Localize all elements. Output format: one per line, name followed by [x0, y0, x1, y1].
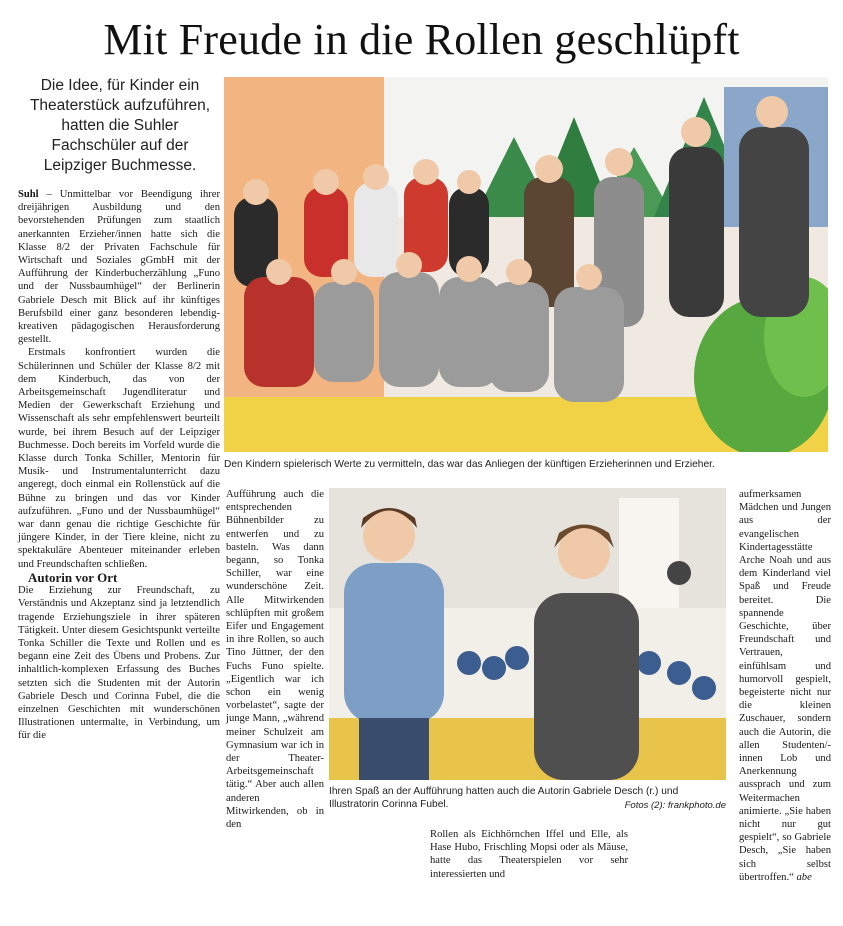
photo-author-caption: Ihren Spaß an der Aufführung hatten auch die Autorin Gabriele Desch (r.) und Illustratorin Corinna Fubel. — [329, 786, 679, 810]
paragraph-3: Die Erziehung zur Freundschaft, zu Verständnis und Akzeptanz sind ja letztendlich tragende Erziehungsziele in ihrer späteren Tätigkeit. Unter diesem Gesichtspunkt verteilte Tonka Schiller die Texte und Rollen und es begann eine Zeit des Übens und Probens. Zur inhaltlich-komplexen Erfassung des Buches setzten sich die Studenten mit der Autorin Gabriele Desch und Corinna Fubel, die die einzelnen Geschichten mit wunderschönen Illustrationen untermalte, in Verbindung, um für die — [18, 585, 220, 742]
photo-author-illustrator-image — [329, 488, 726, 780]
photo-credit: Fotos (2): frankphoto.de — [624, 800, 726, 811]
paragraph-5: Rollen als Eichhörnchen Iffel und Elle, als Hase Hubo, Frischling Mopsi oder als Mäuse, hatte das Theaterspielen vor sehr interessierten und — [430, 829, 628, 880]
photo-author-illustrator — [329, 488, 726, 780]
photo-cast-caption: Den Kindern spielerisch Werte zu vermitteln, das war das Anliegen der künftigen Erzieherinnen und Erzieher. — [224, 459, 715, 470]
article-column-2 — [226, 488, 324, 831]
paragraph-2: Erstmals konfrontiert wurden die Schülerinnen und Schüler der Klasse 8/2 mit dem Kinderbuch, das von der Arbeitsgemeinschaft Jugendliteratur und Medien der Gewerkschaft Erziehung und Wissenschaft als sehr empfehlenswert beurteilt wurde, bei ihrem Besuch auf der Leipziger Buchmesse. Doch bereits im Vorfeld wurde die Klasse durch Tonka Schiller, Mentorin für Musik- und Instrumentalunterricht dazu angeregt, doch einmal ein Rollenstück auf die Bühne zu bringen und das vor Kinder aufzuführen. „Funo und der Nussbaumhügel“ war dann genau die richtige Geschichte für jüngere Kinder, in der Tiere kleine, nicht zu spektakuläre Abenteuer miteinander erleben und Freundschaften schließen. — [18, 347, 220, 570]
paragraph-1-text: – Unmittelbar vor Beendigung ihrer dreijährigen Ausbildung und den bevorstehenden Prüfungen zum staatlich anerkannten Erzieher/innen hatte sich die Klasse 8/2 der Privaten Fachschule für Wirtschaft und Soziales gGmbH mit der Aufführung der Kinderbucherzählung „Funo und der Nussbaumhügel“ der Berlinerin Gabriele Desch mit Blick auf ihr künftiges Berufsbild einer ganz besonderen lebendig-kreativen pädagogischen Herausforderung gestellt. — [18, 189, 220, 346]
lead-text: Die Idee, für Kinder ein Theaterstück aufzuführen, hatten die Suhler Fachschüler auf der Leipziger Buchmesse. — [29, 77, 211, 174]
paragraph-1 — [18, 188, 220, 346]
subheading: Autorin vor Ort — [28, 569, 118, 585]
article-column-4 — [739, 488, 831, 888]
dateline: Suhl — [18, 189, 39, 200]
article-column-1 — [18, 188, 220, 888]
headline: Mit Freude in die Rollen geschlüpft — [103, 15, 740, 64]
photo-cast-group — [224, 77, 828, 452]
author-signature: abe — [796, 871, 812, 883]
photo-cast-group-image — [224, 77, 828, 452]
paragraph-6 — [739, 488, 831, 884]
article-column-3 — [430, 828, 628, 888]
paragraph-4: Aufführung auch die entsprechenden Bühnenbilder zu entwerfen und zu basteln. Was dann begann, so Tonka Schiller, war eine wunderschöne Zeit. Alle Mitwirkenden schlüpften mit großem Eifer und Engagement in ihre Rollen, so auch Tino Jüttner, der den Fuchs Funo spielte. „Eigentlich war ich schon ein wenig vorbelastet“, sagte der junge Mann, „während meiner Schulzeit am Gymnasium war ich in der Theater-Arbeitsgemeinschaft tätig.“ Aber auch allen anderen Mitwirkenden, ob in den — [226, 489, 324, 831]
paragraph-6-text: aufmerksamen Mädchen und Jungen aus der evangelischen Kindertagesstätte Arche Noah und aus dem Kinderland viel Spaß und Freude bereitet. Die spannende Geschichte, über Freundschaft und Vertrauen, einfühlsam und humorvoll gespielt, begeisterte nicht nur die kleinen Zuschauer, sondern auch die Autorin, die allen Studenten/-innen Lob und Anerkennung aussprach und zum Weitermachen animierte. „Sie haben nicht nur gut gespielt“, so Gabriele Desch, „Sie haben sich selbst übertroffen.“ — [739, 489, 831, 883]
